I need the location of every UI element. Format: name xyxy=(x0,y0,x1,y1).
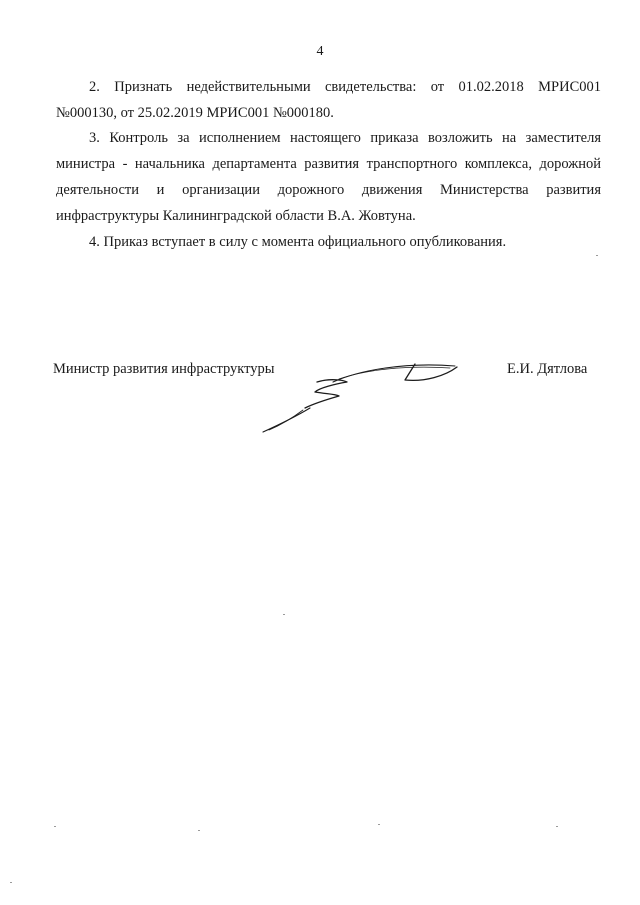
scan-speck xyxy=(556,826,558,827)
paragraph-2 xyxy=(56,74,601,126)
paragraph-2-text: 2. Признать недействительными свидетельства: от 01.02.2018 МРИС001 №000130, от 25.02.2019 МРИС001 №000180. xyxy=(56,79,601,121)
page-number: 4 xyxy=(316,44,324,59)
paragraph-4 xyxy=(56,229,601,255)
scan-speck xyxy=(10,882,12,883)
signatory-title: Министр развития инфраструктуры xyxy=(53,361,275,377)
handwritten-signature-icon xyxy=(255,352,470,437)
paragraph-3-text: 3. Контроль за исполнением настоящего приказа возложить на заместителя министра - начальника департамента развития транспортного комплекса, дорожной деятельности и организации дорожного движения Министерства развития инфраструктуры Калининградской области В.А. Жовтуна. xyxy=(56,130,601,224)
scan-speck xyxy=(378,824,380,825)
paragraph-4-text: 4. Приказ вступает в силу с момента официального опубликования. xyxy=(89,234,507,250)
signatory-name: Е.И. Дятлова xyxy=(507,361,588,377)
scan-speck xyxy=(596,255,598,256)
paragraph-3 xyxy=(56,125,601,229)
scan-speck xyxy=(54,826,56,827)
scan-speck xyxy=(283,614,285,615)
scan-speck xyxy=(198,830,200,831)
